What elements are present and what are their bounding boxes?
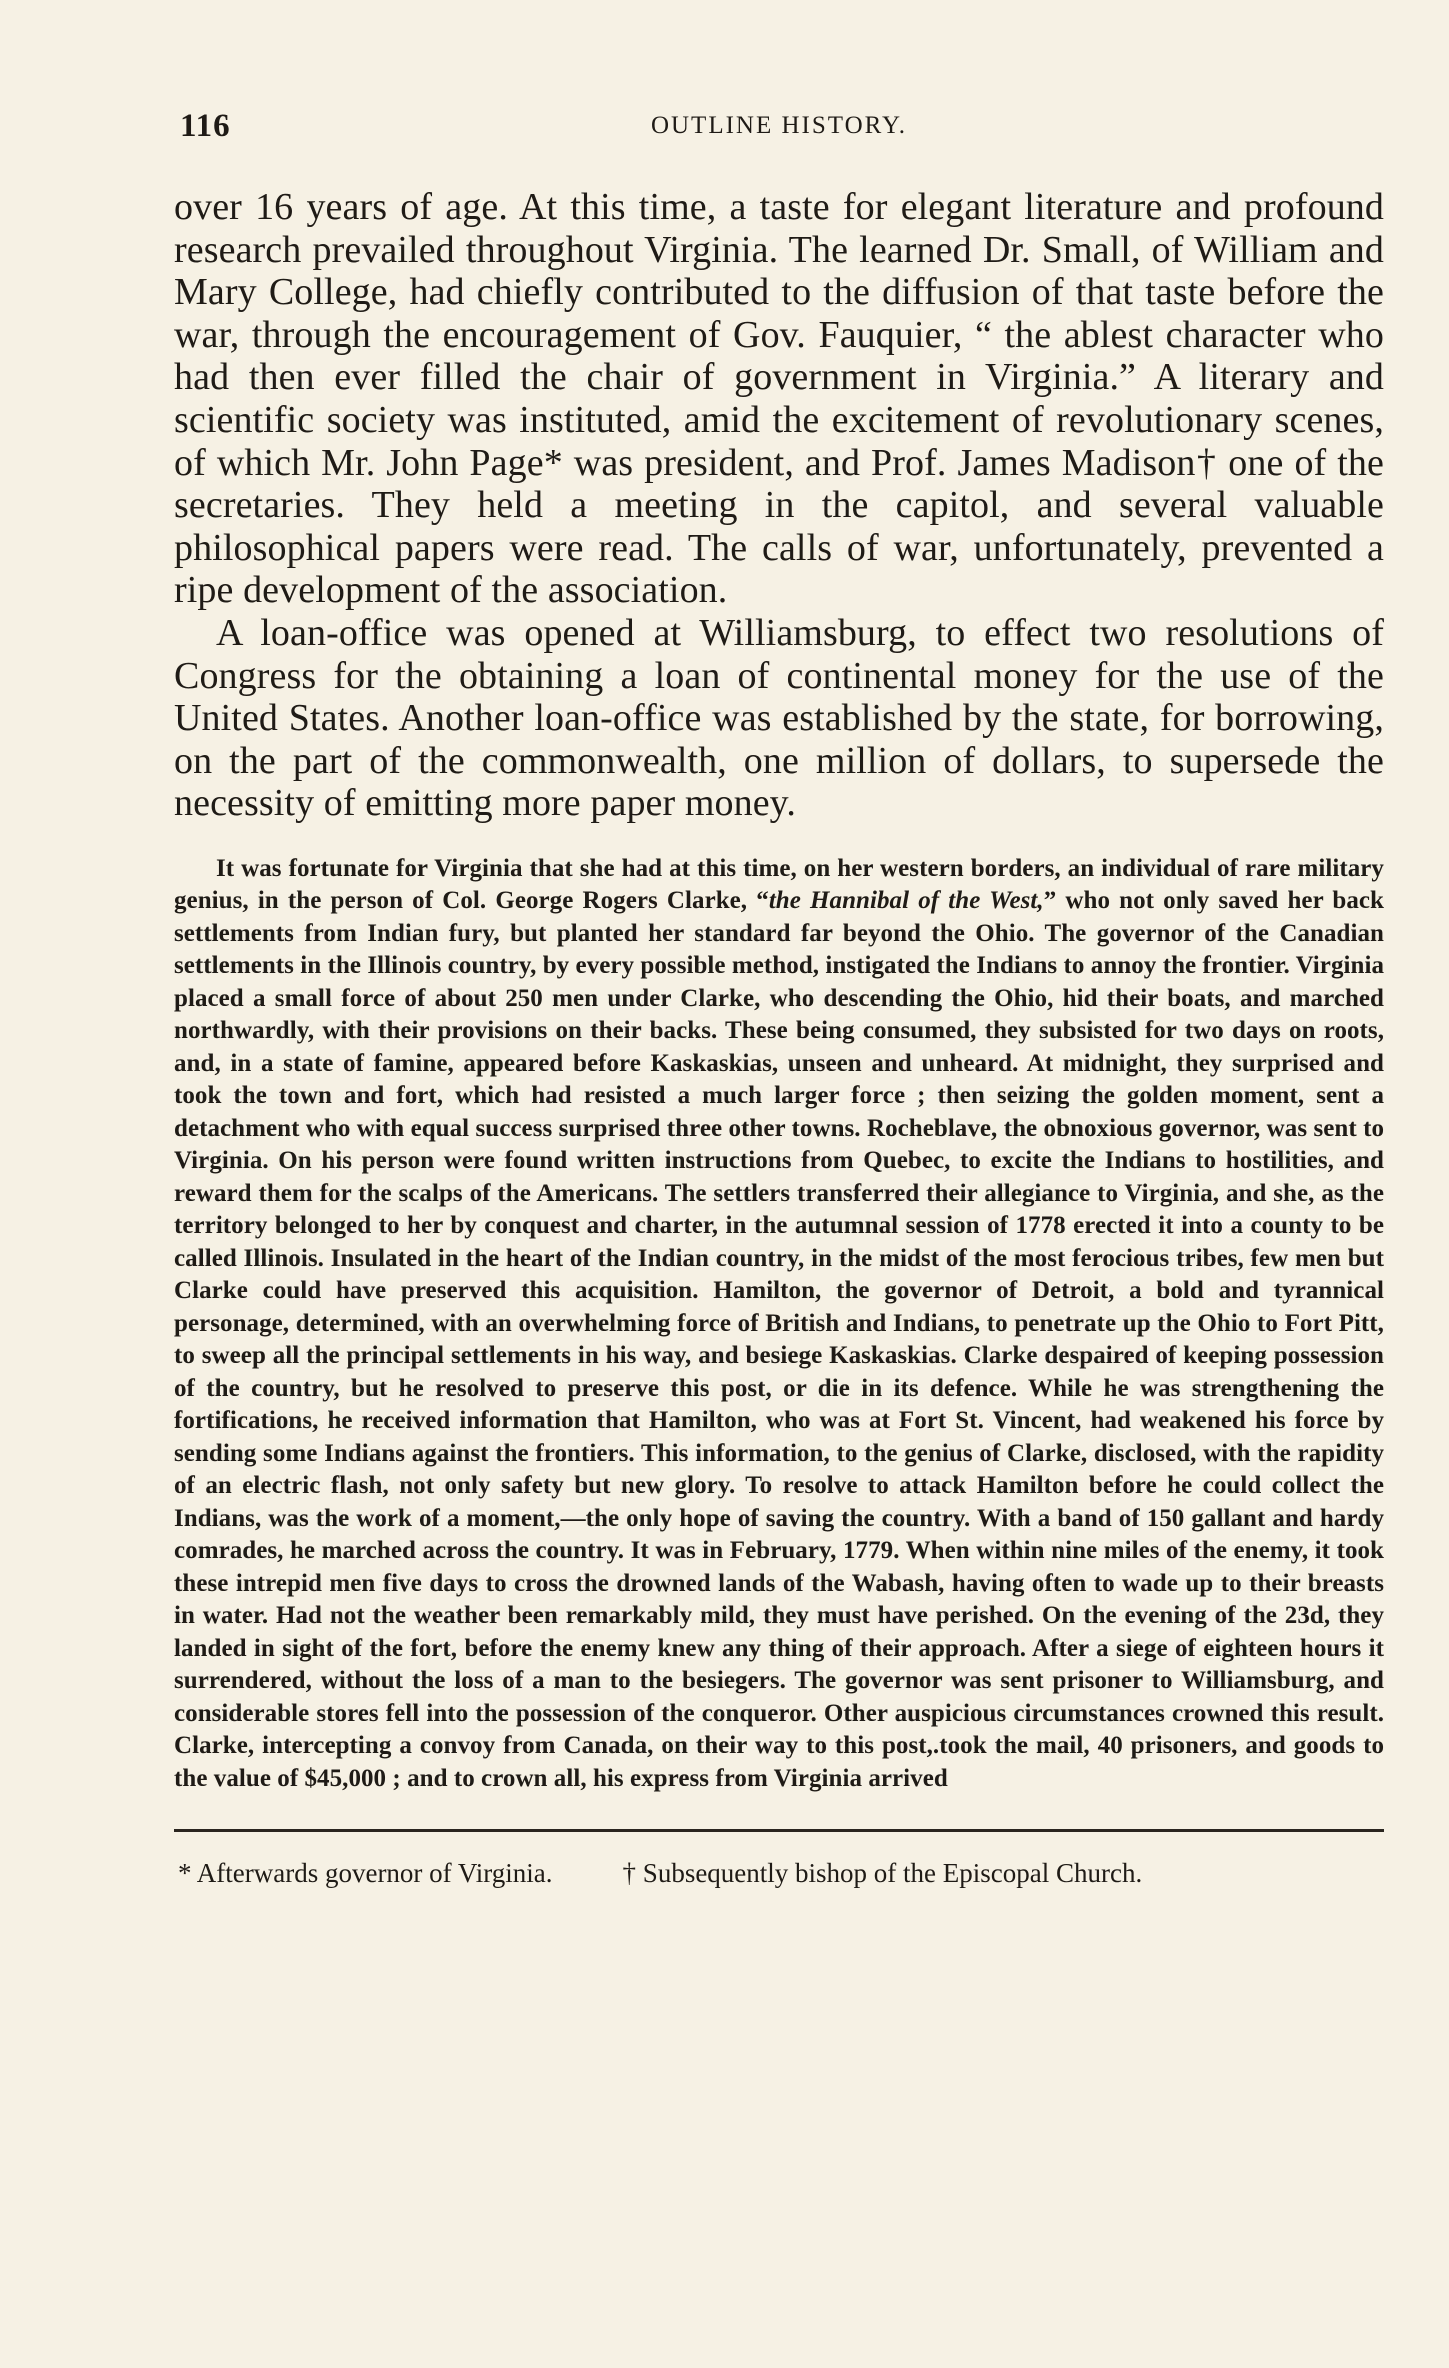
footnote-2: † Subsequently bishop of the Episcopal Church.: [622, 1858, 1143, 1889]
small-print-part-1: It was fortunate for Virginia that she had at this time, on her western borders, an individual of rare military genius, in the person of Col. George Rogers Clarke, “: [174, 854, 1384, 915]
footnotes: [174, 1858, 1384, 1889]
main-text: [174, 186, 1384, 825]
body-paragraph-2: A loan-office was opened at Williamsburg, to effect two resolutions of Congress for the obtaining a loan of continental money for the use of the United States. Another loan-office was established by the state, for borrowing, on the part of the commonwealth, one million of dollars, to supersede the necessity of emitting more paper money.: [174, 611, 1384, 825]
footnote-rule: [174, 1829, 1384, 1832]
small-print-paragraph: [174, 853, 1384, 1796]
small-print-part-2: ” who not only saved her back settlements from Indian fury, but planted her standard far beyond the Ohio. The governor of the Canadian settlements in the Illinois country, by every possible method, instigated the Indians to annoy the frontier. Virginia placed a small force of about 250 men under Clarke, who descending the Ohio, hid their boats, and marched northwardly, with their provisions on their backs. These being consumed, they subsisted for two days on roots, and, in a state of famine, appeared before Kaskaskias, unseen and unheard. At midnight, they surprised and took the town and fort, which had resisted a much larger force ; then seizing the golden moment, sent a detachment who with equal success surprised three other towns. Rocheblave, the obnoxious governor, was sent to Virginia. On his person were found written instructions from Quebec, to excite the Indians to hostilities, and reward them for the scalps of the Americans. The settlers transferred their allegiance to Virginia, and she, as the territory belonged to her by conquest and charter, in the autumnal session of 1778 erected it into a county to be called Illinois. Insulated in the heart of the Indian country, in the midst of the most ferocious tribes, few men but Clarke could have preserved this acquisition. Hamilton, the governor of Detroit, a bold and tyrannical personage, determined, with an overwhelming force of British and Indians, to penetrate up the Ohio to Fort Pitt, to sweep all the principal settlements in his way, and besiege Kaskaskias. Clarke despaired of keeping possession of the country, but he resolved to preserve this post, or die in its defence. While he was strengthening the fortifications, he received information that Hamilton, who was at Fort St. Vincent, had weakened his force by sending some Indians against the frontiers. This information, to the genius of Clarke, disclosed, with the rapidity of an electric flash, not only safety but new glory. To resolve to attack Hamilton before he could collect the Indians, was the work of a moment,—the only hope of saving the country. With a band of 150 gallant and hardy comrades, he marched across the country. It was in February, 1779. When within nine miles of the enemy, it took these intrepid men five days to cross the drowned lands of the Wabash, having often to wade up to their breasts in water. Had not the weather been remarkably mild, they must have perished. On the evening of the 23d, they landed in sight of the fort, before the enemy knew any thing of their approach. After a siege of eighteen hours it surrendered, without the loss of a man to the besiegers. The governor was sent prisoner to Williamsburg, and considerable stores fell into the possession of the conqueror. Other auspicious circumstances crowned this result. Clarke, intercepting a convoy from Canada, on their way to this post,.took the mail, 40 prisoners, and goods to the value of $45,000 ; and to crown all, his express from Virginia arrived: [174, 887, 1385, 1792]
footnote-1: * Afterwards governor of Virginia.: [178, 1858, 553, 1889]
page-number: 116: [180, 108, 231, 144]
small-print-italic: the Hannibal of the West,: [768, 887, 1044, 915]
running-head-title: OUTLINE HISTORY.: [650, 112, 908, 139]
book-page: [174, 108, 1384, 1889]
body-paragraph-1: over 16 years of age. At this time, a taste for elegant literature and profound research prevailed throughout Virginia. The learned Dr. Small, of William and Mary College, had chiefly contributed to the diffusion of that taste before the war, through the encouragement of Gov. Fauquier, “ the ablest character who had then ever filled the chair of government in Virginia.” A literary and scientific society was instituted, amid the excitement of revolutionary scenes, of which Mr. John Page* was president, and Prof. James Madison† one of the secretaries. They held a meeting in the capitol, and several valuable philosophical papers were read. The calls of war, unfortunately, prevented a ripe development of the association.: [174, 186, 1384, 612]
small-print-section: [174, 853, 1384, 1796]
running-head: [174, 108, 1384, 148]
